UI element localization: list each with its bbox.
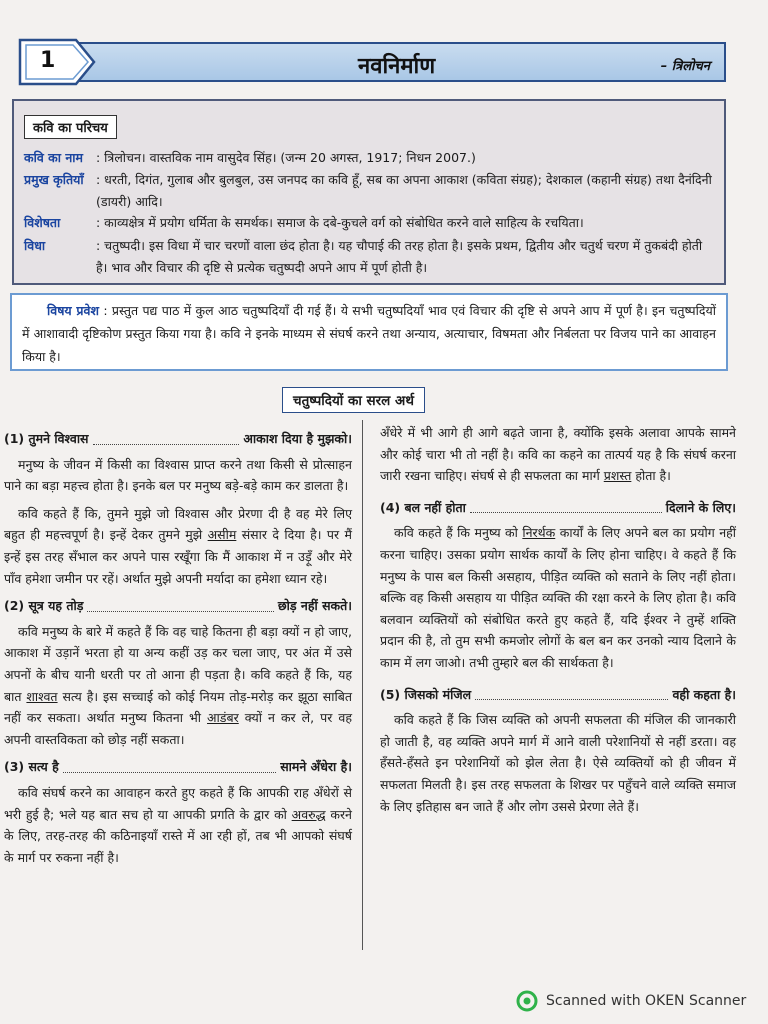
- paragraph: अँधेरे में भी आगे ही आगे बढ़ते जाना है, क्योंकि इसके अलावा आपके सामने और कोई चारा भी तो नहीं है। कवि का कहने का तात्पर्य यह है कि संघर्ष करना जारी रखना चाहिए। संघर्ष से ही सफलता का मार्ग प्रशस्त होता है।: [380, 425, 736, 484]
- topic-intro-label: विषय प्रवेश: [47, 303, 99, 318]
- stanza-heading-5: (5) जिसको मंजिल वही कहता है।: [380, 684, 736, 706]
- chapter-title: नवनिर्माण: [358, 54, 436, 79]
- paragraph: कवि कहते हैं कि, तुमने मुझे जो विश्वास और प्रेरणा दी है वह मेरे लिए बहुत ही महत्त्वपूर्ण है। इन्हें देकर तुमने मुझे असीम संसार दे दिया है। पर मैं इन्हें इस तरह सँभाल कर अपने पास रखूँगा कि मैं आकाश में न उड़ूँ और मेरे पाँव हमेशा जमीन पर रहें। अर्थात मुझे अपनी मर्यादा का हमेशा ध्यान रहे।: [4, 505, 352, 586]
- intro-label-genre: विधा: [24, 238, 46, 253]
- paragraph: मनुष्य के जीवन में किसी का विश्वास प्राप्त करने तथा किसी से प्रोत्साहन पाने का बड़ा महत्त्व होता है। इनके बल पर मनुष्य बड़े-बड़े काम कर डालता है।: [4, 456, 352, 494]
- intro-label-feature: विशेषता: [24, 215, 61, 230]
- chapter-number-badge: [18, 38, 96, 86]
- topic-intro-text: : प्रस्तुत पद्य पाठ में कुल आठ चतुष्पदियाँ दी गई हैं। ये सभी चतुष्पदियाँ भाव एवं विचार की दृष्टि से अपने आप में पूर्ण है। इन चतुष्पदियों में आशावादी दृष्टिकोण प्रस्तुत किया गया है। कवि ने इनके माध्यम से संघर्ष करने तथा अन्याय, अत्याचार, विषमता और निर्बलता पर विजय पाने का आवाहन किया है।: [22, 303, 716, 364]
- intro-label-works: प्रमुख कृतियाँ: [24, 172, 84, 187]
- stanza-heading-2: (2) सूत्र यह तोड़ छोड़ नहीं सकते।: [4, 595, 352, 617]
- paragraph: कवि मनुष्य के बारे में कहते हैं कि वह चाहे कितना ही बड़ा क्यों न हो जाए, आकाश में उड़ानें भरता हो या अन्य कहीं उड़ कर चला जाए, पर अंत में उसे अपनों के बीच यानी धरती पर तो आना ही पड़ता है। कवि कहते हैं कि, यह बात शाश्वत सत्य है। इस सच्चाई को कोई नियम तोड़-मरोड़ कर झूठा साबित नहीं कर सकता। अर्थात मनुष्य कितना भी आडंबर क्यों न कर ले, पर वह अपनी वास्तविकता को छोड़ नहीं सकता।: [4, 623, 352, 747]
- badge-shape-icon: [18, 38, 96, 86]
- chapter-author: – त्रिलोचन: [660, 59, 710, 74]
- intro-text-name: : त्रिलोचन। वास्तविक नाम वासुदेव सिंह। (जन्म 20 अगस्त, 1917; निधन 2007.): [96, 150, 476, 165]
- stanza-heading-4: (4) बल नहीं होता दिलाने के लिए।: [380, 497, 736, 519]
- paragraph: कवि संघर्ष करने का आवाहन करते हुए कहते हैं कि आपकी राह अँधेरों से भरी हुई है; भले यह बात सच हो या आपकी प्रगति के द्वार को अवरुद्ध करने के लिए, तरह-तरह की कठिनाइयाँ रास्ते में आ रही हों, तब भी आपको संघर्ष के मार्ग पर रुकना नहीं है।: [4, 784, 352, 865]
- section-heading: चतुष्पदियों का सरल अर्थ: [282, 387, 425, 413]
- stanza-heading-1: (1) तुमने विश्वास आकाश दिया है मुझको।: [4, 428, 352, 450]
- watermark-text: Scanned with OKEN Scanner: [546, 993, 747, 1009]
- left-column: [4, 422, 352, 868]
- stanza-heading-3: (3) सत्य है सामने अँधेरा है।: [4, 756, 352, 778]
- poet-intro-heading: कवि का परिचय: [24, 115, 117, 139]
- intro-text-works: : धरती, दिगंत, गुलाब और बुलबुल, उस जनपद का कवि हूँ, सब का अपना आकाश (कविता संग्रह); देशकाल (कहानी संग्रह) तथा दैनंदिनी (डायरी) आदि।: [96, 172, 712, 209]
- poet-intro-box: [12, 99, 726, 285]
- right-column: [380, 422, 736, 817]
- intro-text-feature: : काव्यक्षेत्र में प्रयोग धर्मिता के समर्थक। समाज के दबे-कुचले वर्ग को संबोधित करने वाले साहित्य के रचयिता।: [96, 215, 584, 230]
- topic-intro-paragraph: [12, 295, 726, 372]
- intro-text-genre: : चतुष्पदी। इस विधा में चार चरणों वाला छंद होता है। यह चौपाई की तरह होता है। इसके प्रथम, द्वितीय और चतुर्थ चरण में तुकबंदी होती है। भाव और विचार की दृष्टि से प्रत्येक चतुष्पदी अपने आप में पूर्ण होती है।: [96, 238, 703, 275]
- paragraph: कवि कहते हैं कि मनुष्य को निरर्थक कार्यों के लिए अपने बल का प्रयोग नहीं करना चाहिए। उसका प्रयोग सार्थक कार्यों के लिए होना चाहिए। वे कहते हैं कि मनुष्य के पास बल किसी असहाय, पीड़ित व्यक्ति को सताने के लिए नहीं होता। बल्कि वह किसी असहाय या पीड़ित व्यक्ति की रक्षा करने के लिए होता है। कवि बलवान व्यक्तियों को संबोधित करते हुए कहते हैं, यदि ईश्वर ने तुम्हें शक्ति प्रदान की है, तो तुम सभी कमजोर लोगों के बल बन कर उनको न्याय दिलाने के काम में लग जाओ। तभी तुम्हारे बल की सार्थकता है।: [380, 525, 737, 670]
- chapter-number: 1: [40, 48, 56, 73]
- scanner-watermark: [516, 990, 746, 1012]
- column-divider: [362, 420, 363, 950]
- banner-bar: [58, 42, 726, 82]
- paragraph: कवि कहते हैं कि जिस व्यक्ति को अपनी सफलता की मंजिल की जानकारी हो जाती है, वह व्यक्ति अपने मार्ग में आने वाली परेशानियों से नहीं डरता। वह हँसते-हँसते इन परेशानियों को झेल लेता है। ऐसे व्यक्तियों को ही जीवन में सफलता मिलती है। इस तरह सफलता के शिखर पर पहुँचने वाले व्यक्ति समाज के लिए इतिहास बन जाते हैं और लोग उससे प्रेरणा लेते हैं।: [380, 712, 736, 814]
- chapter-banner: [18, 38, 726, 86]
- scanner-logo-icon: [516, 990, 538, 1012]
- intro-label-name: कवि का नाम: [24, 150, 83, 165]
- topic-intro-box: [10, 293, 728, 371]
